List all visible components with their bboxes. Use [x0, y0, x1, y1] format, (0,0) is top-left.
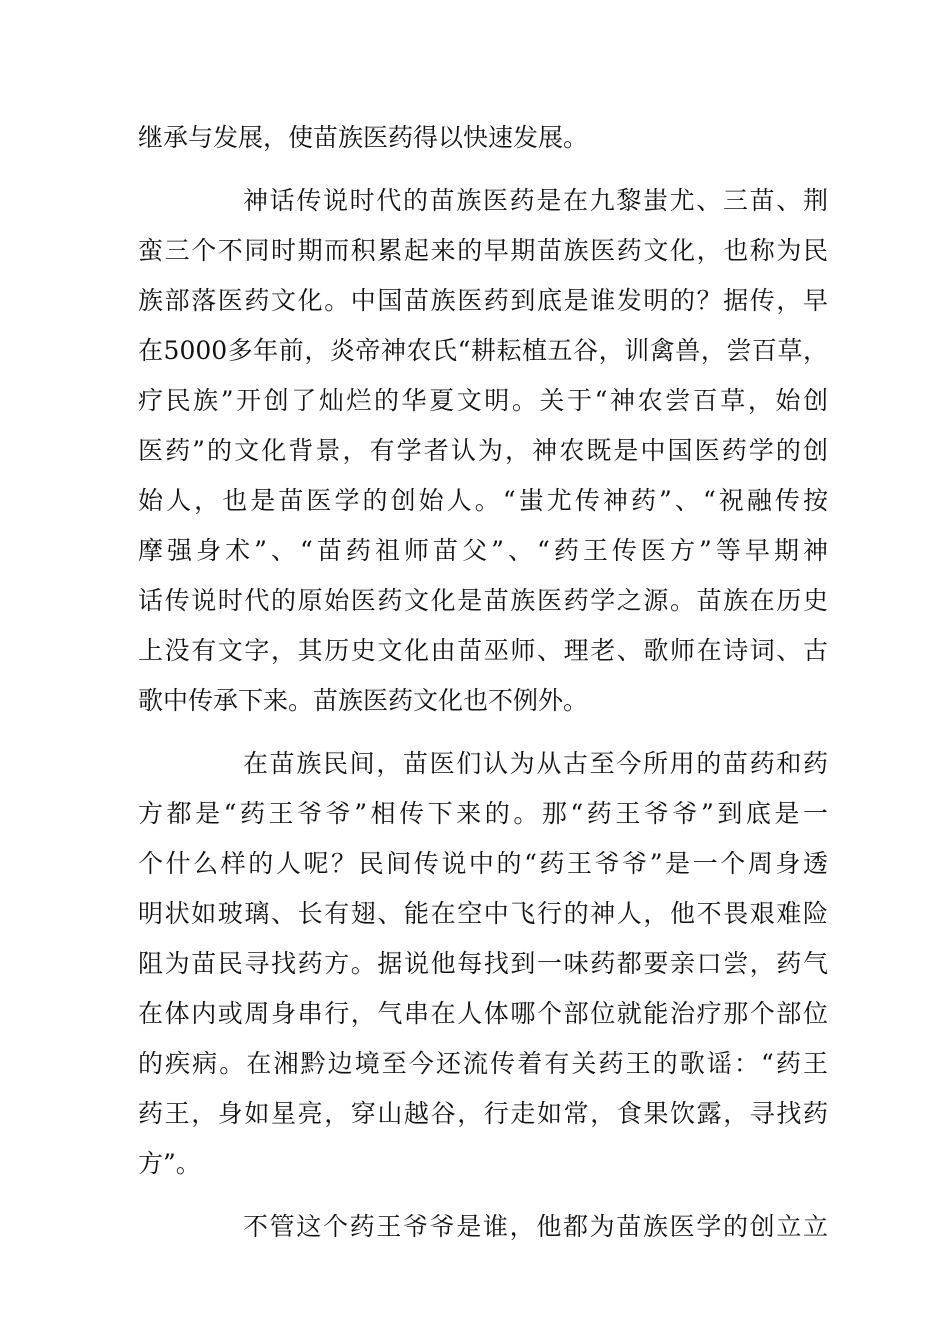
text-line: 在体内或周身串行，气串在人体哪个部位就能治疗那个部位 — [138, 999, 828, 1028]
paragraph-first-line: 在苗族民间，苗医们认为从古至今所用的苗药和药 — [243, 749, 828, 778]
text-line: 药王，身如星亮，穿山越谷，行走如常，食果饮露，寻找药 — [138, 1099, 828, 1128]
paragraph-gap — [138, 163, 828, 176]
text-line: 始人，也是苗医学的创始人。“蚩尤传神药”、“祝融传按 — [138, 486, 828, 515]
text-line: 方”。 — [138, 1149, 201, 1178]
text-line: 个什么样的人呢？民间传说中的“药王爷爷”是一个周身透 — [138, 849, 828, 878]
text-line: 话传说时代的原始医药文化是苗族医药学之源。苗族在历史 — [138, 586, 828, 615]
text-line: 上没有文字，其历史文化由苗巫师、理老、歌师在诗词、古 — [138, 636, 828, 665]
paragraph-first-line: 不管这个药王爷爷是谁，他都为苗族医学的创立立 — [243, 1212, 828, 1241]
paragraph-gap — [138, 1189, 828, 1202]
paragraph-gap — [138, 726, 828, 739]
text-line: 阻为苗民寻找药方。据说他每找到一味药都要亲口尝，药气 — [138, 949, 828, 978]
text-line: 医药”的文化背景，有学者认为，神农既是中国医药学的创 — [138, 436, 828, 465]
text-line: 疗民族”开创了灿烂的华夏文明。关于“神农尝百草，始创 — [138, 386, 828, 415]
body-text — [138, 113, 828, 1252]
text-line: 歌中传承下来。苗族医药文化也不例外。 — [138, 686, 589, 715]
text-line: 摩强身术”、“苗药祖师苗父”、“药王传医方”等早期神 — [138, 536, 828, 565]
text-line: 的疾病。在湘黔边境至今还流传着有关药王的歌谣：“药王 — [138, 1049, 828, 1078]
text-line: 方都是“药王爷爷”相传下来的。那“药王爷爷”到底是一 — [138, 799, 828, 828]
text-line: 在5000多年前，炎帝神农氏“耕耘植五谷，训禽兽，尝百草， — [138, 336, 828, 365]
text-line: 族部落医药文化。中国苗族医药到底是谁发明的？据传，早 — [138, 286, 828, 315]
text-line: 明状如玻璃、长有翅、能在空中飞行的神人，他不畏艰难险 — [138, 899, 828, 928]
paragraph-first-line: 神话传说时代的苗族医药是在九黎蚩尤、三苗、荆 — [243, 186, 828, 215]
text-line: 蛮三个不同时期而积累起来的早期苗族医药文化，也称为民 — [138, 236, 828, 265]
text-line: 继承与发展，使苗族医药得以快速发展。 — [138, 123, 589, 152]
